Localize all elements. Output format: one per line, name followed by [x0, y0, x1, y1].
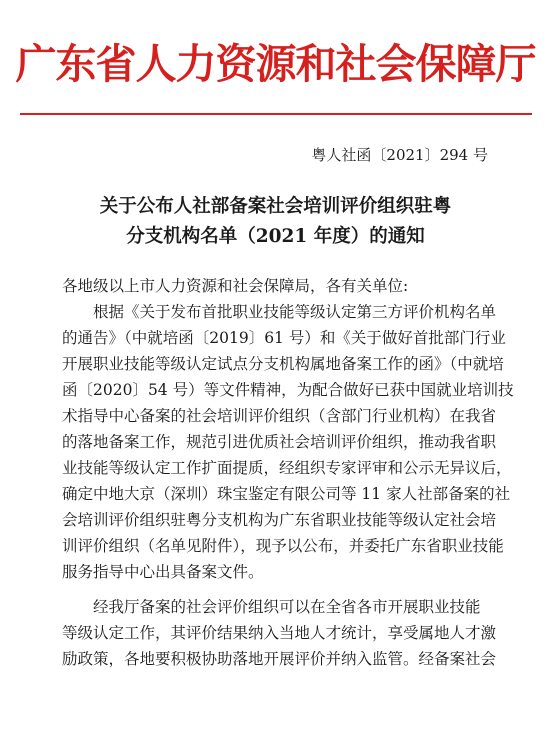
paragraph-line: 经我厅备案的社会评价组织可以在全省各市开展职业技能 — [62, 598, 481, 616]
paragraph-line: 根据《关于发布首批职业技能等级认定第三方评价机构名单 — [62, 303, 497, 321]
paragraph-line: 会培训评价组织驻粤分支机构为广东省职业技能等级认定社会培 — [62, 511, 497, 529]
addressee: 各地级以上市人力资源和社会保障局，各有关单位: — [62, 277, 409, 295]
document-number: 粤人社函〔2021〕294 号 — [311, 146, 488, 164]
paragraph-2 — [62, 594, 497, 672]
paragraph-line: 函〔2020〕54 号）等文件精神，为配合做好已获中国就业培训技 — [62, 381, 514, 399]
paragraph-line: 服务指导中心出具备案文件。 — [62, 563, 264, 581]
paragraph-1 — [62, 299, 514, 585]
paragraph-line: 训评价组织（名单见附件），现予以公布，并委托广东省职业技能 — [62, 537, 504, 555]
red-header-rule — [20, 113, 532, 115]
paragraph-line: 确定中地大京（深圳）珠宝鉴定有限公司等 11 家人社部备案的社 — [62, 485, 511, 503]
paragraph-line: 术指导中心备案的社会培训评价组织（含部门行业机构）在我省 — [62, 407, 497, 425]
title-line-2: 分支机构名单（2021 年度）的通知 — [126, 226, 425, 247]
paragraph-line: 的通告》（中就培函〔2019〕61 号）和《关于做好首批部门行业 — [62, 329, 506, 347]
paragraph-line: 的落地备案工作，规范引进优质社会培训评价组织，推动我省职 — [62, 433, 497, 451]
document-body — [62, 299, 514, 672]
document-title — [0, 192, 551, 252]
title-line-1: 关于公布人社部备案社会培训评价组织驻粤 — [99, 196, 452, 217]
paragraph-line: 业技能等级认定工作扩面提质，经组织专家评审和公示无异议后， — [62, 459, 512, 477]
paragraph-line: 等级认定工作，其评价结果纳入当地人才统计，享受属地人才激 — [62, 624, 497, 642]
paragraph-line: 励政策，各地要积极协助落地开展评价并纳入监管。经备案社会 — [62, 650, 497, 668]
paragraph-line: 开展职业技能等级认定试点分支机构属地备案工作的函》（中就培 — [62, 355, 504, 373]
issuing-agency-header: 广东省人力资源和社会保障厅 — [15, 40, 536, 88]
